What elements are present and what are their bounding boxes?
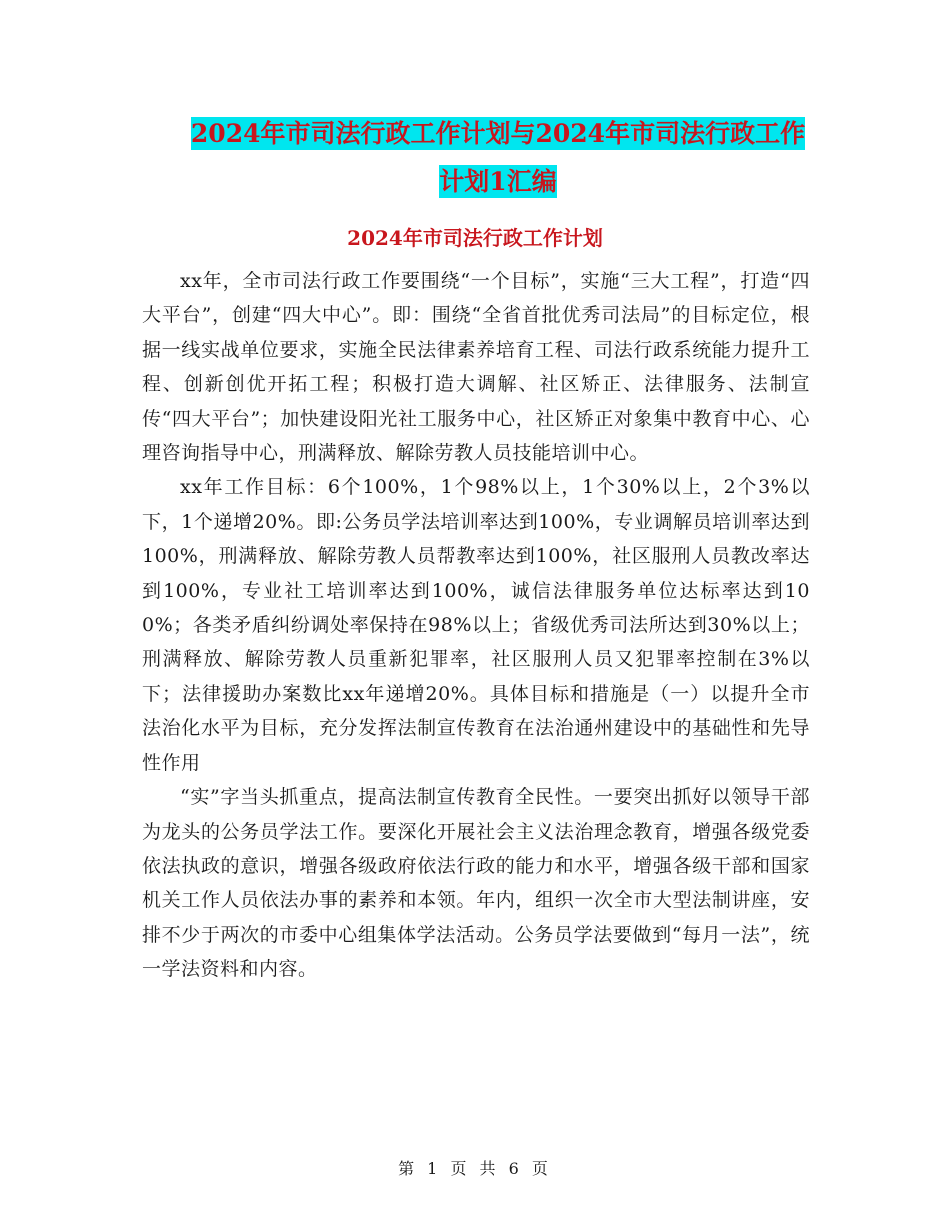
paragraph-1: xx年，全市司法行政工作要围绕“一个目标”，实施“三大工程”，打造“四大平台”，创建“四大中心”。即：围绕“全省首批优秀司法局”的目标定位，根据一线实战单位要求，实施全民法律素养培育工程、司法行政系统能力提升工程、创新创优开拓工程；积极打造大调解、社区矫正、法律服务、法制宣传“四大平台”；加快建设阳光社工服务中心，社区矫正对象集中教育中心、心理咨询指导中心，刑满释放、解除劳教人员技能培训中心。	[142, 270, 810, 465]
paragraph-2: xx年工作目标：6个100%，1个98%以上，1个30%以上，2个3%以下，1个递增20%。即:公务员学法培训率达到100%，专业调解员培训率达到100%，刑满释放、解除劳教人员帮教率达到100%，社区服刑人员教改率达到100%，专业社工培训率达到100%，诚信法律服务单位达标率达到100%；各类矛盾纠纷调处率保持在98%以上；省级优秀司法所达到30%以上；刑满释放、解除劳教人员重新犯罪率，社区服刑人员又犯罪率控制在3%以下；法律援助办案数比xx年递增20%。具体目标和措施是（一）以提升全市法治化水平为目标，充分发挥法制宣传教育在法治通州建设中的基础性和先导性作用	[142, 476, 810, 774]
document-title-line-2: 计划1汇编	[439, 167, 557, 196]
page-footer: 第 1 页 共 6 页	[398, 1159, 552, 1178]
document-title-line-1: 2024年市司法行政工作计划与2024年市司法行政工作	[190, 119, 806, 148]
section-title: 2024年市司法行政工作计划	[347, 226, 603, 250]
paragraph-3: “实”字当头抓重点，提高法制宣传教育全民性。一要突出抓好以领导干部为龙头的公务员学法工作。要深化开展社会主义法治理念教育，增强各级党委依法执政的意识，增强各级政府依法行政的能力和水平，增强各级干部和国家机关工作人员依法办事的素养和本领。年内，组织一次全市大型法制讲座，安排不少于两次的市委中心组集体学法活动。公务员学法要做到“每月一法”，统一学法资料和内容。	[142, 786, 810, 981]
document-body	[142, 264, 810, 987]
document-title	[140, 110, 856, 206]
